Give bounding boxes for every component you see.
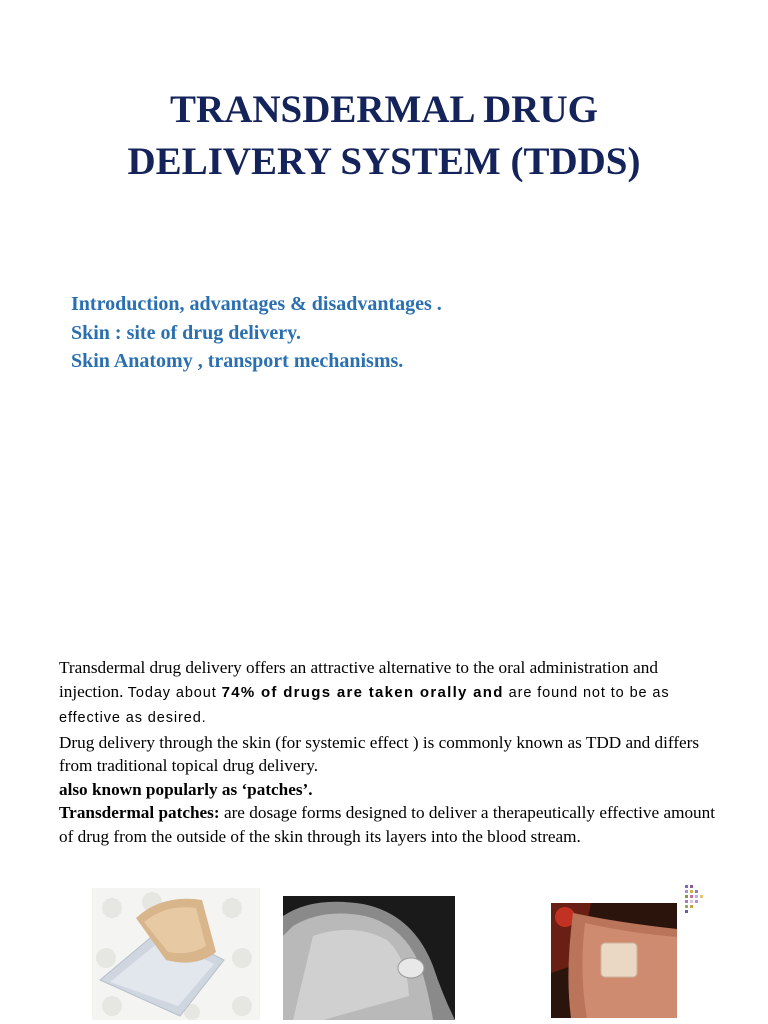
- arm-patch-image: [551, 903, 677, 1018]
- intro-highlight: 74% of drugs are taken orally and: [221, 683, 504, 701]
- definition-text: are dosage forms designed to deliver a therapeutically effective amount of drug from the outside of the skin through its layers into the blood stream.: [59, 803, 716, 846]
- intro-end: are found not to be as effective as desired.: [59, 684, 670, 726]
- title-line-1: TRANSDERMAL DRUG: [170, 88, 598, 131]
- paragraph-intro: [59, 656, 715, 731]
- title-line-2: DELIVERY SYSTEM (TDDS): [127, 140, 641, 183]
- topic-item: Skin Anatomy , transport mechanisms.: [71, 350, 404, 372]
- body-text: [59, 656, 715, 848]
- intro-text: Transdermal drug delivery offers an attractive alternative to the oral administration and injection.: [59, 658, 658, 701]
- paragraph-patches: also known popularly as ‘patches’.: [59, 779, 313, 799]
- patch-package-image: [92, 888, 260, 1020]
- topic-list: [71, 290, 442, 376]
- intro-today: Today about: [127, 684, 222, 701]
- shoulder-patch-image: [283, 896, 455, 1020]
- decorative-dot-grid: [685, 885, 709, 917]
- slide-title: [0, 84, 768, 188]
- paragraph-tdd: Drug delivery through the skin (for systemic effect ) is commonly known as TDD and differs from traditional topical drug delivery.: [59, 732, 700, 775]
- paragraph-definition: [59, 801, 715, 848]
- definition-label: Transdermal patches:: [59, 803, 220, 822]
- topic-item: Skin : site of drug delivery.: [71, 321, 302, 344]
- topic-item: Introduction, advantages & disadvantages .: [71, 293, 442, 315]
